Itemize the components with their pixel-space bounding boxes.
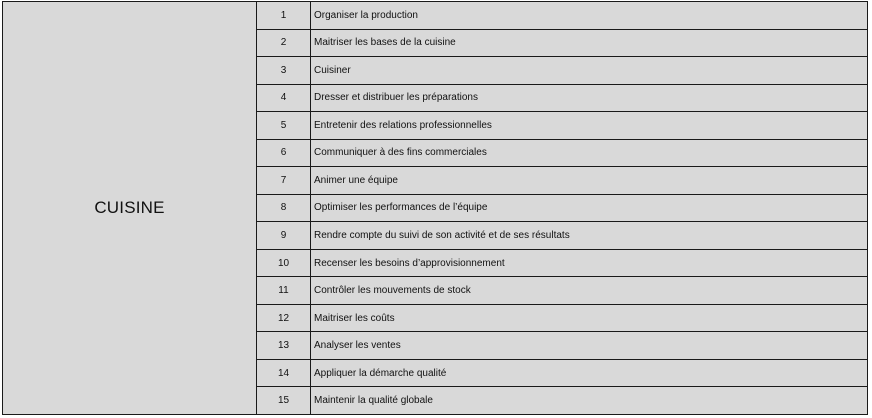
row-label: Appliquer la démarche qualité	[314, 367, 447, 379]
row-label: Cuisiner	[314, 64, 351, 76]
table-row	[257, 387, 867, 414]
row-label: Recenser les besoins d’approvisionnement	[314, 257, 505, 269]
row-label: Optimiser les performances de l’équipe	[314, 202, 488, 214]
row-number: 1	[257, 2, 311, 29]
row-number: 12	[257, 305, 311, 332]
table-row	[257, 30, 867, 58]
row-number: 7	[257, 167, 311, 194]
row-number: 2	[257, 30, 311, 57]
row-label: Communiquer à des fins commerciales	[314, 147, 487, 159]
row-label: Rendre compte du suivi de son activité et de ses résultats	[314, 230, 570, 242]
table-row	[257, 277, 867, 305]
row-label: Contrôler les mouvements de stock	[314, 285, 471, 297]
table-row	[257, 250, 867, 278]
table-row	[257, 332, 867, 360]
row-number: 9	[257, 222, 311, 249]
row-number: 15	[257, 387, 311, 414]
row-number: 6	[257, 140, 311, 167]
table-row	[257, 195, 867, 223]
row-number: 4	[257, 85, 311, 112]
table-row	[257, 360, 867, 388]
row-number: 13	[257, 332, 311, 359]
row-number: 11	[257, 277, 311, 304]
row-label: Organiser la production	[314, 9, 418, 21]
category-cell	[3, 2, 257, 414]
row-label: Analyser les ventes	[314, 340, 401, 352]
row-label: Maitriser les bases de la cuisine	[314, 37, 456, 49]
row-label: Maitriser les coûts	[314, 312, 395, 324]
table-row	[257, 2, 867, 30]
table-row	[257, 305, 867, 333]
table-row	[257, 112, 867, 140]
row-number: 8	[257, 195, 311, 222]
category-label: CUISINE	[94, 198, 165, 217]
table-row	[257, 140, 867, 168]
row-number: 10	[257, 250, 311, 277]
table-row	[257, 167, 867, 195]
competency-rows	[257, 2, 867, 414]
row-label: Entretenir des relations professionnelles	[314, 119, 492, 131]
table-row	[257, 57, 867, 85]
row-label: Animer une équipe	[314, 174, 398, 186]
row-label: Maintenir la qualité globale	[314, 395, 433, 407]
row-number: 5	[257, 112, 311, 139]
row-label: Dresser et distribuer les préparations	[314, 92, 478, 104]
table-row	[257, 85, 867, 113]
table-row	[257, 222, 867, 250]
row-number: 3	[257, 57, 311, 84]
competency-table	[2, 1, 868, 415]
row-number: 14	[257, 360, 311, 387]
